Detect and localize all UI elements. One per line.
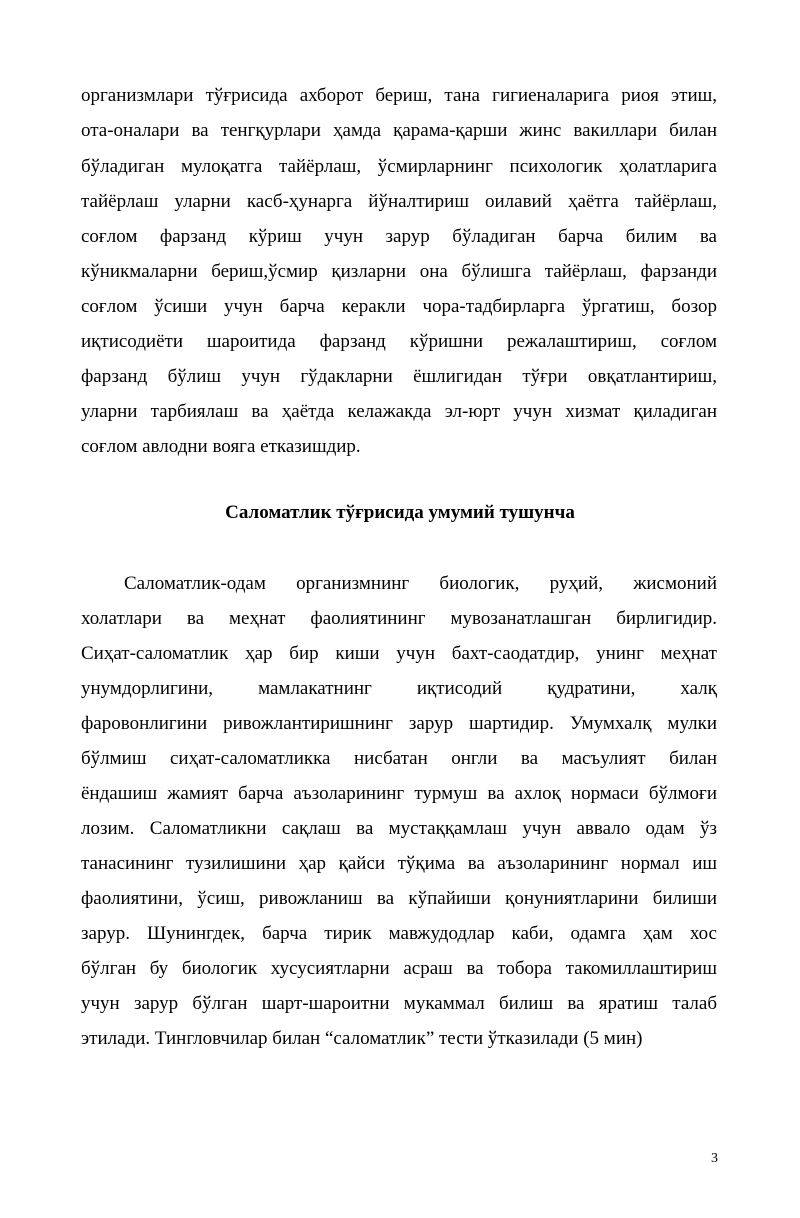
text-line: бўлган бу биологик хусусиятларни асраш ва тобора такомиллаштириш: [81, 958, 717, 979]
text-line: унумдорлигини, мамлакатнинг иқтисодий қудратини, халқ: [81, 678, 717, 699]
text-line: Саломатлик-одам организмнинг биологик, руҳий, жисмоний: [124, 573, 717, 594]
text-line: Сиҳат-саломатлик ҳар бир киши учун бахт-саодатдир, унинг меҳнат: [81, 643, 717, 664]
text-line: соғлом фарзанд кўриш учун зарур бўладиган барча билим ва: [81, 226, 717, 247]
text-line: учун зарур бўлган шарт-шароитни мукаммал билиш ва яратиш талаб: [81, 993, 717, 1014]
text-line: соғлом ўсиши учун барча керакли чора-тадбирларга ўргатиш, бозор: [81, 296, 717, 317]
text-line: танасининг тузилишини ҳар қайси тўқима ва аъзоларининг нормал иш: [81, 853, 717, 874]
page-number: 3: [711, 1151, 718, 1166]
text-line: ёндашиш жамият барча аъзоларининг турмуш ва ахлоқ нормаси бўлмоғи: [81, 783, 717, 804]
text-line: зарур. Шунингдек, барча тирик мавжудодлар каби, одамга ҳам хос: [81, 923, 717, 944]
text-line: соғлом авлодни вояга етказишдир.: [81, 436, 361, 457]
text-line: фаровонлигини ривожлантиришнинг зарур шартидир. Умумхалқ мулки: [81, 713, 717, 734]
text-line: бўлмиш сиҳат-саломатликка нисбатан онгли ва масъулият билан: [81, 748, 717, 769]
text-line: тайёрлаш уларни касб-ҳунарга йўналтириш оилавий ҳаётга тайёрлаш,: [81, 191, 717, 212]
text-line: фарзанд бўлиш учун гўдакларни ёшлигидан тўғри овқатлантириш,: [81, 366, 717, 387]
text-line: организмлари тўғрисида ахборот бериш, тана гигиеналарига риоя этиш,: [81, 85, 717, 106]
text-line: ота-оналари ва тенгқурлари ҳамда қарама-қарши жинс вакиллари билан: [81, 120, 717, 141]
text-line: фаолиятини, ўсиш, ривожланиш ва кўпайиши қонуниятларини билиши: [81, 888, 717, 909]
section-heading: Саломатлик тўғрисида умумий тушунча: [225, 502, 575, 523]
text-line: этилади. Тингловчилар билан “саломатлик” тести ўтказилади (5 мин): [81, 1028, 643, 1049]
text-line: уларни тарбиялаш ва ҳаётда келажакда эл-юрт учун хизмат қиладиган: [81, 401, 717, 422]
text-line: холатлари ва меҳнат фаолиятининг мувозанатлашган бирлигидир.: [81, 608, 717, 629]
text-line: кўникмаларни бериш,ўсмир қизларни она бўлишга тайёрлаш, фарзанди: [81, 261, 717, 282]
text-line: лозим. Саломатликни сақлаш ва мустаққамлаш учун аввало одам ўз: [81, 818, 717, 839]
text-line: иқтисодиёти шароитида фарзанд кўришни режалаштириш, соғлом: [81, 331, 717, 352]
text-line: бўладиган мулоқатга тайёрлаш, ўсмирларнинг психологик ҳолатларига: [81, 156, 717, 177]
